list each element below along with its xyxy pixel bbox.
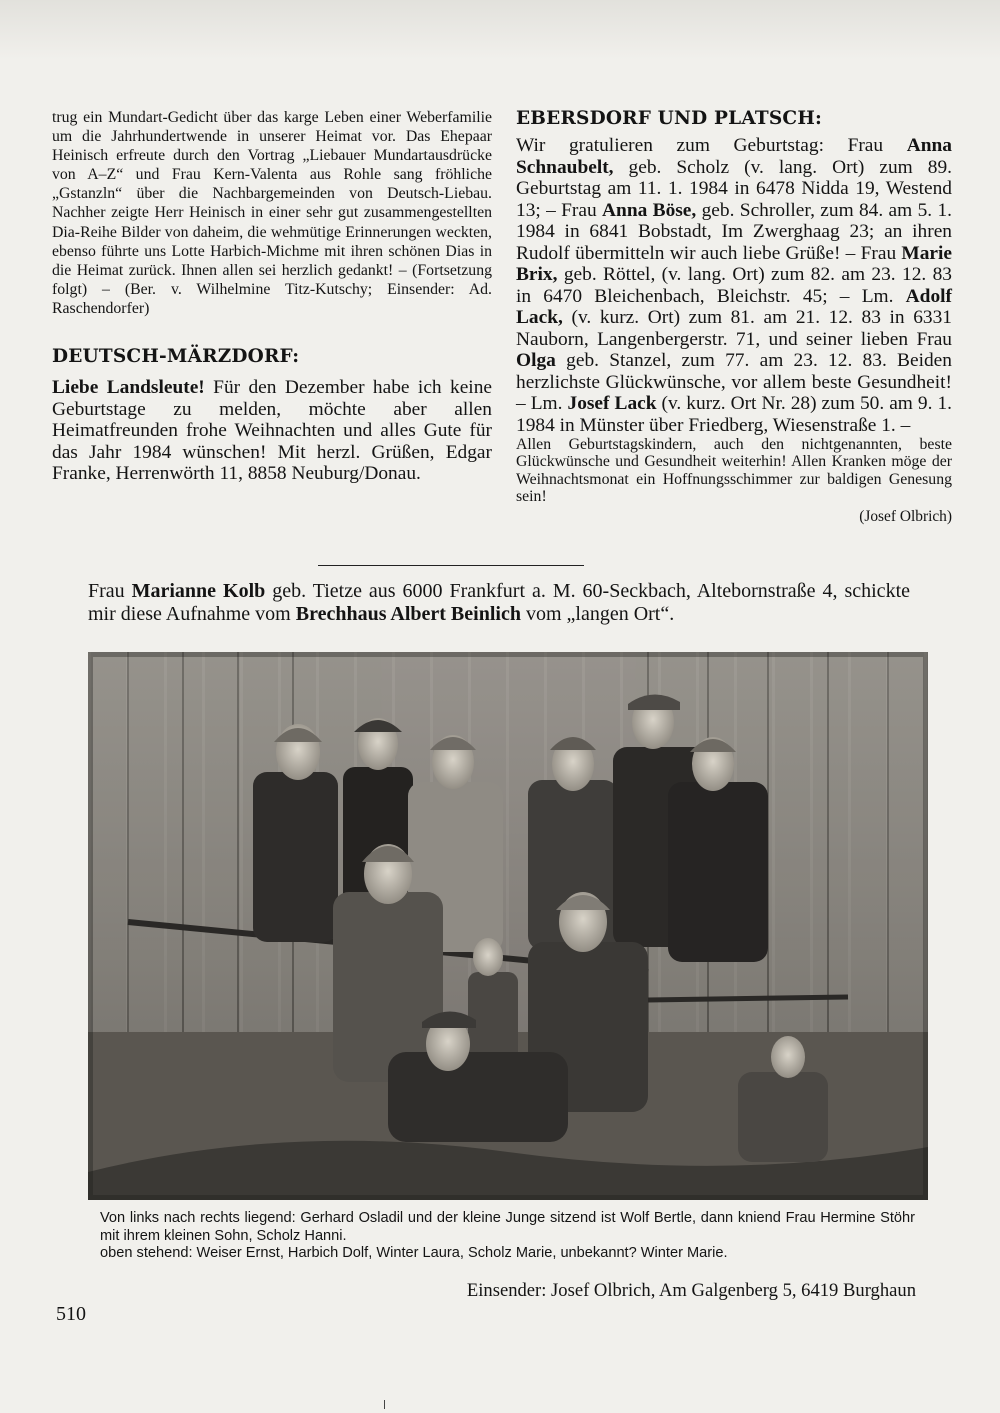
deutsch-maerzdorf-body: Für den Dezember habe ich keine Geburtstage zu melden, möchte aber allen Heimatfreunden frohe Weihnachten und alles Gute für das Jahr 1984 wünschen! Mit herzl. Grüßen, Edgar Franke, Herrenwörth 11, 8858 Neuburg/Donau. — [52, 377, 493, 485]
name-brechhaus: Brechhaus Albert Beinlich — [295, 602, 521, 625]
group-photo — [88, 652, 928, 1200]
bench-rail — [648, 997, 848, 1000]
photo-caption — [100, 1210, 915, 1263]
text-run: geb. Röttel, (v. lang. Ort) zum 82. am 23. 12. 83 in 6470 Bleichenbach, Bleichstr. 45; – Lm. — [516, 264, 952, 307]
text-run: vom „langen Ort“. — [520, 602, 675, 625]
divider-rule — [318, 565, 584, 566]
text-run: Wir gratulieren zum Geburtstag: Frau — [516, 135, 907, 156]
text-run: geb. Tietze aus 6000 Frankfurt a. M. 60-Seckbach, Altebornstraße 4, schickte mir diese Aufnahme vom — [88, 580, 910, 625]
name-anna-schnaubelt: Anna Schnaubelt, — [516, 135, 952, 178]
section-heading-ebersdorf: EBERSDORF UND PLATSCH: — [516, 108, 823, 129]
text-run: geb. Scholz (v. lang. Ort) zum 89. Geburtstag am 11. 1. 1984 in 6478 Nidda 19, Westend 13; – Frau — [516, 156, 952, 221]
left-column — [52, 108, 492, 485]
text-run: geb. Stanzel, zum 77. am 23. 12. 83. Beiden herzlichste Glückwünsche, vor allem beste Gesundheit! – Lm. — [516, 350, 952, 414]
name-marianne-kolb: Marianne Kolb — [131, 580, 266, 602]
name-josef-lack: Josef Lack — [567, 393, 657, 414]
continuation-paragraph: trug ein Mundart-Gedicht über das karge Leben einer Weberfamilie um die Jahrhundertwende in unserer Heimat vor. Das Ehepaar Heinisch erfreute durch den Vortrag „Liebauer Mundartausdrücke von A–Z“ und Frau Kern-Valenta aus Rohle sang fröhliche „Gstanzln“ über die Nachbargemeinden von Deutsch-Liebau. Nachher zeigte Herr Heinisch in einer sehr gut zusammengestellten Dia-Reihe Bilder von daheim, die wehmütige Erinnerungen weckten, ebenso führte uns Lotte Harbich-Michme mit ihren schönen Dias in die Heimat zurück. Ihnen allen sei herzlich gedankt! – (Fortsetzung folgt) – (Ber. v. Wilhelmine Titz-Kutschy; Einsender: Ad. Raschendorfer) — [52, 109, 492, 317]
page-shadow — [0, 0, 1000, 60]
closing-wishes: Allen Geburtstagskindern, auch den nichtgenannten, beste Glückwünsche und Gesundheit weiterhin! Allen Kranken möge der Weihnachtsmonat ein Hoffnungsschimmer zur baldigen Genesung sein! — [516, 436, 952, 506]
name-adolf-lack: Adolf Lack, — [516, 285, 952, 328]
print-mark — [384, 1400, 385, 1409]
caption-line-2: oben stehend: Weiser Ernst, Harbich Dolf, Winter Laura, Scholz Marie, unbekannt? Winter Marie. — [100, 1245, 728, 1262]
greeting: Liebe Landsleute! — [52, 377, 205, 399]
caption-line-1: Von links nach rechts liegend: Gerhard Osladil und der kleine Junge sitzend ist Wolf Bertle, dann kniend Frau Hermine Stöhr mit ihrem kleinen Sohn, Scholz Hanni. — [100, 1210, 915, 1244]
birthday-paragraph — [516, 135, 952, 436]
section-heading-deutsch-maerzdorf: DEUTSCH-MÄRZDORF: — [52, 346, 300, 368]
deutsch-maerzdorf-paragraph — [52, 377, 492, 485]
text-run: geb. Schroller, zum 84. am 5. 1. 1984 in 6841 Bobstadt, Im Zwerghaag 23; an ihren Rudolf übermitteln wir auch liebe Grüße! – Frau — [516, 199, 953, 264]
name-marie-brix: Marie Brix, — [516, 242, 952, 285]
text-run: (v. kurz. Ort) zum 81. am 21. 12. 83 in 6331 Nauborn, Langenbergerstr. 71, und seiner lieben Frau — [516, 307, 952, 350]
group-photo-illustration — [88, 652, 928, 1200]
photo-intro — [88, 580, 910, 625]
page-number: 510 — [56, 1303, 86, 1325]
name-anna-boese: Anna Böse, — [602, 199, 697, 221]
text-run: Frau — [88, 580, 132, 602]
text-run: (v. kurz. Ort Nr. 28) zum 50. am 9. 1. 1984 in Münster über Friedberg, Wiesenstraße 1. – — [516, 393, 952, 436]
name-olga: Olga — [516, 350, 556, 371]
signature: (Josef Olbrich) — [859, 507, 952, 525]
sender-line: Einsender: Josef Olbrich, Am Galgenberg 5, 6419 Burghaun — [466, 1280, 916, 1301]
right-column — [516, 108, 952, 526]
